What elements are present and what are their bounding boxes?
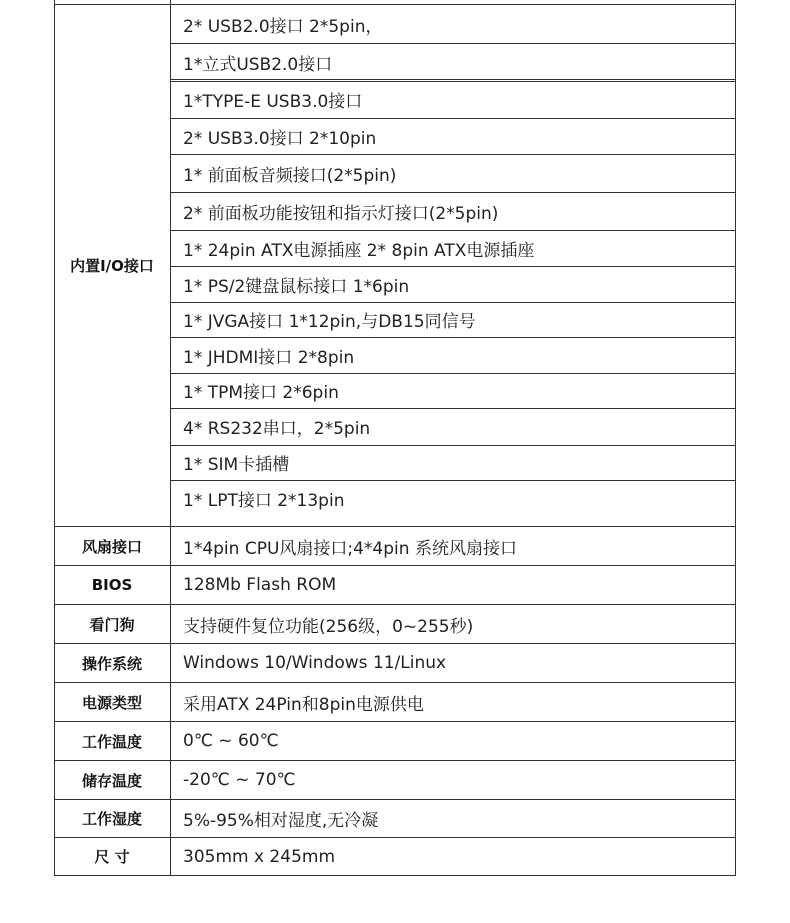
list-item: 1*立式USB2.0接口 (183, 54, 333, 75)
row-divider (170, 480, 736, 481)
table-row (54, 566, 736, 604)
row-divider (170, 192, 736, 193)
row-divider (170, 266, 736, 267)
list-item: 1* JVGA接口 1*12pin,与DB15同信号 (183, 312, 476, 332)
table-row (54, 683, 736, 721)
table-row (54, 644, 736, 682)
io-section (54, 4, 736, 526)
io-section-label: 内置I/O接口 (70, 256, 154, 275)
row-label: 看门狗 (89, 615, 135, 634)
list-item: 1* PS/2键盘鼠标接口 1*6pin (183, 276, 410, 297)
list-item: 1* TPM接口 2*6pin (183, 383, 339, 403)
row-divider (170, 43, 736, 44)
list-item: 2* 前面板功能按钮和指示灯接口(2*5pin) (183, 203, 499, 224)
row-label: 操作系统 (81, 654, 142, 673)
row-label: 尺 寸 (94, 848, 130, 866)
row-value: 5%-95%相对湿度,无冷凝 (183, 811, 379, 831)
table-row (54, 761, 736, 799)
row-value: 支持硬件复位功能(256级，0~255秒) (183, 616, 474, 637)
table-bottom-border (54, 875, 736, 876)
row-value: 采用ATX 24Pin和8pin电源供电 (183, 694, 424, 715)
row-divider (170, 118, 736, 119)
row-divider (170, 373, 736, 374)
list-item: 2* USB3.0接口 2*10pin (183, 128, 377, 149)
list-item: 1* JHDMI接口 2*8pin (183, 347, 355, 368)
row-value: 0℃ ~ 60℃ (183, 731, 279, 751)
row-divider (170, 230, 736, 231)
row-value: 305mm x 245mm (183, 846, 336, 867)
list-item: 1*TYPE-E USB3.0接口 (183, 92, 363, 112)
row-divider (170, 154, 736, 155)
table-row (54, 800, 736, 837)
row-divider (170, 79, 736, 80)
list-item: 1* 前面板音频接口(2*5pin) (183, 165, 397, 186)
row-label: 储存温度 (81, 771, 142, 790)
row-label: BIOS (91, 576, 133, 594)
row-label: 电源类型 (81, 693, 142, 712)
row-divider (170, 337, 736, 338)
list-item: 1* LPT接口 2*13pin (183, 490, 345, 511)
row-divider (170, 302, 736, 303)
list-item: 1* SIM卡插槽 (183, 455, 290, 475)
list-item: 2* USB2.0接口 2*5pin， (183, 17, 383, 37)
row-divider (170, 445, 736, 446)
table-row (54, 605, 736, 643)
row-divider (170, 408, 736, 409)
row-value: Windows 10/Windows 11/Linux (183, 653, 447, 673)
table-row (54, 838, 736, 875)
list-item: 1* 24pin ATX电源插座 2* 8pin ATX电源插座 (183, 240, 535, 261)
row-label: 工作温度 (81, 732, 142, 751)
list-item: 4* RS232串口，2*5pin (183, 419, 371, 439)
table-row (54, 722, 736, 760)
table-row (54, 527, 736, 565)
row-label: 风扇接口 (81, 537, 142, 556)
row-label: 工作湿度 (81, 810, 142, 828)
row-value: 128Mb Flash ROM (183, 575, 337, 595)
row-value: 1*4pin CPU风扇接口;4*4pin 系统风扇接口 (183, 538, 517, 559)
row-divider (170, 81, 736, 82)
row-value: -20℃ ~ 70℃ (183, 770, 296, 790)
